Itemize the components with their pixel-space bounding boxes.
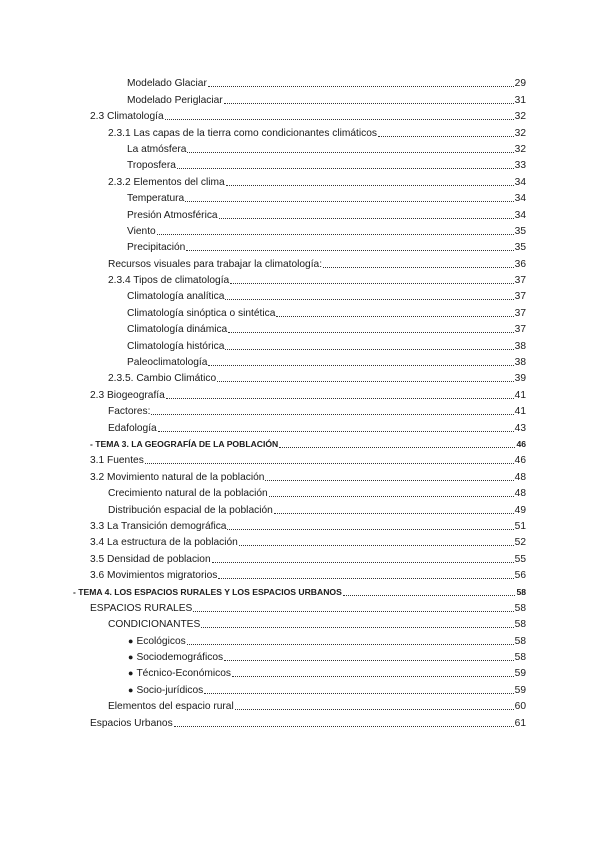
toc-entry-page-number: 49 bbox=[514, 504, 526, 516]
toc-entry[interactable] bbox=[0, 467, 600, 483]
toc-entry-text: 2.3 Climatología bbox=[90, 111, 164, 123]
toc-entry-text: Temperatura bbox=[127, 193, 185, 205]
dot-leader bbox=[145, 463, 514, 464]
toc-entry-label bbox=[127, 225, 156, 238]
toc-entry[interactable] bbox=[0, 484, 600, 500]
toc-entry-text: Troposfera bbox=[127, 160, 176, 172]
toc-entry-page-number: 58 bbox=[514, 652, 526, 664]
dot-leader bbox=[274, 513, 514, 514]
toc-entry-label bbox=[127, 323, 227, 336]
dot-leader bbox=[323, 267, 514, 268]
dot-leader bbox=[239, 545, 514, 546]
toc-entry-label bbox=[108, 258, 322, 271]
toc-entry-text: Presión Atmosférica bbox=[127, 209, 218, 221]
dot-leader bbox=[218, 578, 513, 579]
toc-entry-text: Socio-jurídicos bbox=[136, 684, 204, 696]
toc-entry-text: La atmósfera bbox=[127, 143, 187, 155]
toc-entry-text: CONDICIONANTES bbox=[108, 619, 201, 631]
toc-entry-page-number: 35 bbox=[514, 225, 526, 237]
toc-entry-page-number: 59 bbox=[514, 684, 526, 696]
toc-entry-label bbox=[108, 372, 216, 385]
toc-entry[interactable] bbox=[0, 90, 600, 106]
toc-entry-label bbox=[108, 422, 157, 435]
toc-entry-page-number: 36 bbox=[514, 258, 526, 270]
dot-leader bbox=[279, 447, 515, 448]
toc-entry-page-number: 58 bbox=[514, 619, 526, 631]
toc-entry-page-number: 59 bbox=[514, 668, 526, 680]
toc-entry-label bbox=[128, 684, 203, 697]
dot-leader bbox=[158, 431, 514, 432]
toc-entry-label bbox=[108, 176, 225, 189]
toc-entry-page-number: 34 bbox=[514, 176, 526, 188]
toc-entry[interactable] bbox=[0, 451, 600, 467]
toc-entry[interactable] bbox=[0, 189, 600, 205]
toc-entry[interactable] bbox=[0, 549, 600, 565]
toc-entry-label bbox=[127, 241, 185, 254]
toc-entry-text: Climatología analítica bbox=[127, 291, 225, 303]
toc-entry-page-number: 48 bbox=[514, 471, 526, 483]
dot-leader bbox=[157, 234, 514, 235]
dot-leader bbox=[225, 299, 513, 300]
toc-entry[interactable] bbox=[0, 238, 600, 254]
toc-entry-text: 3.6 Movimientos migratorios bbox=[90, 570, 218, 582]
toc-entry-label bbox=[90, 389, 165, 402]
toc-entry-label bbox=[108, 504, 273, 517]
toc-entry-label bbox=[127, 77, 207, 90]
dot-leader bbox=[265, 480, 513, 481]
toc-entry-label bbox=[108, 405, 150, 418]
bullet-icon: ● bbox=[128, 684, 134, 695]
toc-entry-text: ESPACIOS RURALES bbox=[90, 602, 193, 614]
toc-entry-page-number: 32 bbox=[514, 127, 526, 139]
toc-entry-text: Crecimiento natural de la población bbox=[108, 488, 268, 500]
toc-entry[interactable] bbox=[0, 582, 600, 598]
toc-entry-page-number: 37 bbox=[514, 275, 526, 287]
toc-entry-page-number: 58 bbox=[514, 635, 526, 647]
toc-entry-text: 2.3.1 Las capas de la tierra como condicionantes climáticos bbox=[108, 127, 377, 139]
dot-leader bbox=[187, 644, 514, 645]
dot-leader bbox=[187, 152, 513, 153]
toc-entry-label bbox=[90, 536, 238, 549]
toc-entry-label bbox=[90, 110, 164, 123]
toc-entry-text: - TEMA 3. LA GEOGRAFÍA DE LA POBLACIÓN bbox=[90, 438, 279, 449]
toc-entry-label bbox=[108, 700, 234, 713]
dot-leader bbox=[226, 185, 514, 186]
toc-entry-text: Espacios Urbanos bbox=[90, 717, 173, 729]
toc-entry-text: Modelado Periglaciar bbox=[127, 94, 223, 106]
dot-leader bbox=[217, 381, 514, 382]
dot-leader bbox=[230, 283, 513, 284]
toc-entry-text: Climatología histórica bbox=[127, 340, 225, 352]
toc-entry[interactable] bbox=[0, 385, 600, 401]
toc-entry-page-number: 48 bbox=[514, 488, 526, 500]
toc-entry-page-number: 39 bbox=[514, 373, 526, 385]
toc-entry[interactable] bbox=[0, 599, 600, 615]
bullet-icon: ● bbox=[128, 668, 134, 679]
toc-entry-page-number: 32 bbox=[514, 143, 526, 155]
dot-leader bbox=[174, 726, 514, 727]
toc-entry-label bbox=[90, 520, 226, 533]
toc-entry-label bbox=[127, 94, 223, 107]
dot-leader bbox=[276, 316, 513, 317]
toc-entry[interactable] bbox=[0, 287, 600, 303]
toc-entry[interactable] bbox=[0, 566, 600, 582]
bullet-icon: ● bbox=[128, 652, 134, 663]
toc-entry-label bbox=[90, 553, 211, 566]
toc-entry-text: Factores: bbox=[108, 406, 151, 418]
toc-entry[interactable] bbox=[0, 369, 600, 385]
toc-entry-text: 3.5 Densidad de poblacion bbox=[90, 553, 211, 565]
dot-leader bbox=[212, 562, 514, 563]
toc-entry-page-number: 58 bbox=[516, 586, 526, 597]
dot-leader bbox=[227, 529, 513, 530]
toc-entry-page-number: 31 bbox=[514, 94, 526, 106]
toc-entry[interactable] bbox=[0, 517, 600, 533]
toc-entry[interactable] bbox=[0, 533, 600, 549]
toc-entry-label bbox=[90, 717, 173, 730]
dot-leader bbox=[193, 611, 513, 612]
toc-entry-page-number: 52 bbox=[514, 537, 526, 549]
toc-entry-text: Sociodemográficos bbox=[136, 652, 224, 664]
toc-entry-label bbox=[108, 487, 268, 500]
dot-leader bbox=[269, 496, 514, 497]
toc-entry[interactable] bbox=[0, 303, 600, 319]
toc-entry[interactable] bbox=[0, 631, 600, 647]
toc-entry-label bbox=[108, 618, 200, 631]
toc-entry[interactable] bbox=[0, 435, 600, 451]
toc-entry-text: 3.4 La estructura de la población bbox=[90, 537, 238, 549]
toc-entry-page-number: 41 bbox=[514, 406, 526, 418]
toc-entry-page-number: 51 bbox=[514, 520, 526, 532]
toc-entry-label bbox=[127, 143, 186, 156]
toc-entry-text: Paleoclimatología bbox=[127, 357, 208, 369]
toc-entry[interactable] bbox=[0, 320, 600, 336]
toc-entry[interactable] bbox=[0, 74, 600, 90]
dot-leader bbox=[224, 103, 514, 104]
toc-entry[interactable] bbox=[0, 648, 600, 664]
toc-entry-label bbox=[90, 471, 264, 484]
toc-entry-text: 2.3.2 Elementos del clima bbox=[108, 176, 225, 188]
toc-entry[interactable] bbox=[0, 254, 600, 270]
toc-entry-label bbox=[108, 274, 229, 287]
toc-entry[interactable] bbox=[0, 205, 600, 221]
toc-entry-label bbox=[73, 586, 342, 599]
dot-leader bbox=[343, 595, 516, 596]
toc-entry-text: Viento bbox=[127, 225, 156, 237]
dot-leader bbox=[378, 136, 514, 137]
toc-entry-page-number: 58 bbox=[514, 602, 526, 614]
toc-entry-page-number: 55 bbox=[514, 553, 526, 565]
toc-entry-page-number: 43 bbox=[514, 422, 526, 434]
toc-entry-text: 3.1 Fuentes bbox=[90, 455, 144, 467]
toc-entry-text: Modelado Glaciar bbox=[127, 78, 207, 90]
dot-leader bbox=[165, 119, 514, 120]
dot-leader bbox=[219, 218, 514, 219]
toc-entry-text: 2.3.4 Tipos de climatología bbox=[108, 275, 230, 287]
toc-entry-label bbox=[127, 340, 224, 353]
toc-entry-text: Climatología dinámica bbox=[127, 324, 228, 336]
toc-entry-label bbox=[90, 569, 217, 582]
toc-entry-page-number: 37 bbox=[514, 291, 526, 303]
toc-entry-text: Climatología sinóptica o sintética bbox=[127, 307, 276, 319]
toc-entry-page-number: 46 bbox=[516, 438, 526, 449]
toc-entry-page-number: 38 bbox=[514, 340, 526, 352]
toc-entry-label bbox=[90, 438, 278, 451]
dot-leader bbox=[235, 709, 514, 710]
toc-entry-page-number: 60 bbox=[514, 701, 526, 713]
toc-entry-page-number: 32 bbox=[514, 111, 526, 123]
toc-entry-page-number: 37 bbox=[514, 307, 526, 319]
toc-entry[interactable] bbox=[0, 156, 600, 172]
toc-entry-label bbox=[90, 602, 192, 615]
toc-entry-text: Recursos visuales para trabajar la climatología: bbox=[108, 258, 323, 270]
toc-entry[interactable] bbox=[0, 713, 600, 729]
toc-entry-label bbox=[127, 192, 184, 205]
dot-leader bbox=[185, 201, 513, 202]
toc-entry[interactable] bbox=[0, 615, 600, 631]
toc-entry-label bbox=[128, 651, 223, 664]
toc-entry[interactable] bbox=[0, 697, 600, 713]
toc-entry-label bbox=[90, 454, 144, 467]
toc-entry-page-number: 29 bbox=[514, 78, 526, 90]
toc-entry-page-number: 37 bbox=[514, 324, 526, 336]
dot-leader bbox=[177, 168, 514, 169]
toc-entry-page-number: 41 bbox=[514, 389, 526, 401]
toc-entry-text: 2.3.5. Cambio Climático bbox=[108, 373, 217, 385]
toc-entry-page-number: 38 bbox=[514, 357, 526, 369]
toc-entry-text: 2.3 Biogeografía bbox=[90, 389, 165, 401]
toc-entry[interactable] bbox=[0, 353, 600, 369]
table-of-contents bbox=[0, 74, 600, 730]
toc-entry[interactable] bbox=[0, 271, 600, 287]
dot-leader bbox=[151, 414, 513, 415]
toc-entry-page-number: 46 bbox=[514, 455, 526, 467]
toc-entry[interactable] bbox=[0, 140, 600, 156]
toc-entry[interactable] bbox=[0, 222, 600, 238]
toc-entry-label bbox=[128, 635, 186, 648]
toc-entry[interactable] bbox=[0, 172, 600, 188]
toc-entry-label bbox=[127, 209, 218, 222]
toc-entry-text: Ecológicos bbox=[136, 635, 186, 647]
dot-leader bbox=[208, 365, 513, 366]
toc-entry[interactable] bbox=[0, 664, 600, 680]
toc-entry-label bbox=[127, 356, 207, 369]
toc-entry-page-number: 35 bbox=[514, 242, 526, 254]
dot-leader bbox=[204, 693, 513, 694]
toc-entry-label bbox=[127, 159, 176, 172]
dot-leader bbox=[228, 332, 513, 333]
dot-leader bbox=[232, 676, 514, 677]
toc-entry-label bbox=[128, 667, 231, 680]
toc-entry-page-number: 56 bbox=[514, 570, 526, 582]
toc-entry[interactable] bbox=[0, 500, 600, 516]
toc-entry-label bbox=[127, 307, 275, 320]
toc-entry-page-number: 33 bbox=[514, 160, 526, 172]
dot-leader bbox=[208, 86, 514, 87]
toc-entry[interactable] bbox=[0, 402, 600, 418]
toc-entry[interactable] bbox=[0, 336, 600, 352]
toc-entry-text: Técnico-Económicos bbox=[136, 668, 231, 680]
dot-leader bbox=[224, 660, 514, 661]
toc-entry-page-number: 34 bbox=[514, 209, 526, 221]
toc-entry-page-number: 34 bbox=[514, 193, 526, 205]
toc-entry-text: 3.3 La Transición demográfica bbox=[90, 520, 227, 532]
toc-entry-text: Precipitación bbox=[127, 242, 186, 254]
toc-entry-label bbox=[108, 127, 377, 140]
dot-leader bbox=[186, 250, 513, 251]
dot-leader bbox=[166, 398, 514, 399]
toc-entry[interactable] bbox=[0, 680, 600, 696]
bullet-icon: ● bbox=[128, 635, 134, 646]
toc-entry-text: - TEMA 4. LOS ESPACIOS RURALES Y LOS ESPACIOS URBANOS bbox=[73, 586, 342, 597]
toc-entry-text: Edafología bbox=[108, 422, 157, 434]
toc-entry-text: Elementos del espacio rural bbox=[108, 701, 234, 713]
toc-entry-text: Distribución espacial de la población bbox=[108, 504, 273, 516]
toc-entry[interactable] bbox=[0, 418, 600, 434]
toc-entry[interactable] bbox=[0, 107, 600, 123]
dot-leader bbox=[201, 627, 513, 628]
dot-leader bbox=[225, 349, 513, 350]
toc-entry[interactable] bbox=[0, 123, 600, 139]
toc-entry-text: 3.2 Movimiento natural de la población bbox=[90, 471, 265, 483]
toc-entry-page-number: 61 bbox=[514, 717, 526, 729]
toc-entry-label bbox=[127, 290, 224, 303]
